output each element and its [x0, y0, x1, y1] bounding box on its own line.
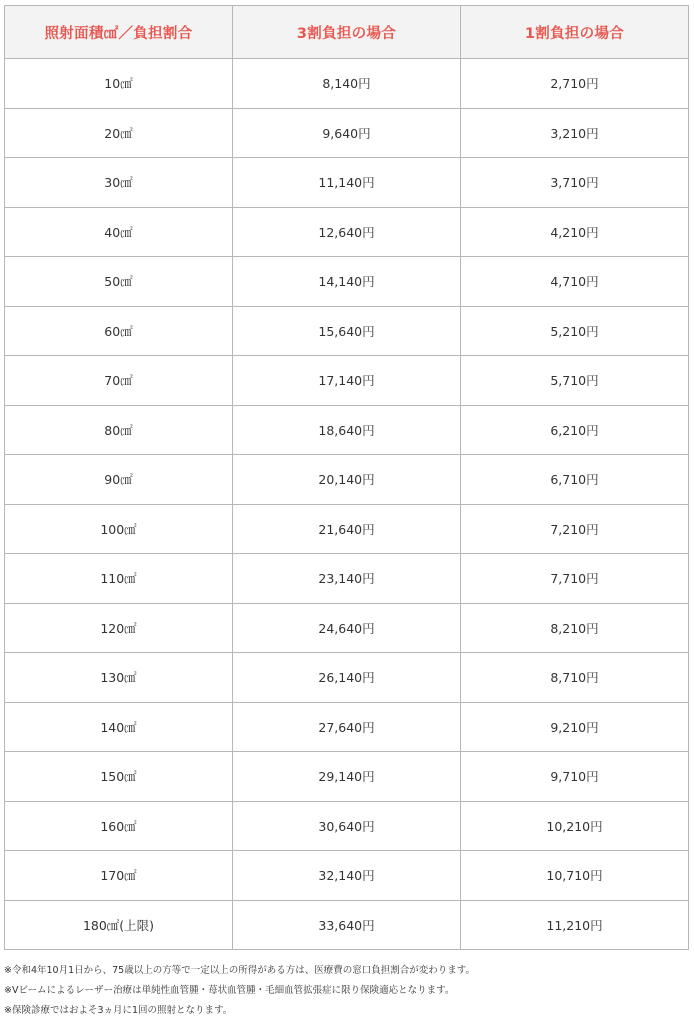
cell-area: 140㎠: [5, 702, 233, 752]
cell-area: 70㎠: [5, 356, 233, 406]
cell-10-percent: 10,210円: [461, 801, 689, 851]
cell-area: 150㎠: [5, 752, 233, 802]
cell-10-percent: 4,710円: [461, 257, 689, 307]
cell-10-percent: 5,710円: [461, 356, 689, 406]
table-row: [5, 59, 689, 109]
table-row: [5, 702, 689, 752]
price-table: [4, 5, 689, 950]
cell-area: 80㎠: [5, 405, 233, 455]
footnote-age-75: ※令和4年10月1日から、75歳以上の方等で一定以上の所得がある方は、医療費の窓口負担割合が変わります。: [4, 965, 475, 976]
cell-10-percent: 2,710円: [461, 59, 689, 109]
footnote-insurance-scope: ※Vビームによるレーザー治療は単純性血管腫・苺状血管腫・毛細血管拡張症に限り保険適応となります。: [4, 985, 455, 996]
footnotes: [4, 961, 688, 1021]
cell-area: 20㎠: [5, 108, 233, 158]
cell-30-percent: 20,140円: [233, 455, 461, 505]
table-row: [5, 108, 689, 158]
cell-10-percent: 6,210円: [461, 405, 689, 455]
table-row: [5, 405, 689, 455]
table-row: [5, 257, 689, 307]
cell-area: 160㎠: [5, 801, 233, 851]
table-row: [5, 504, 689, 554]
cell-area: 90㎠: [5, 455, 233, 505]
cell-30-percent: 27,640円: [233, 702, 461, 752]
cell-area: 110㎠: [5, 554, 233, 604]
header-10-percent: 1割負担の場合: [461, 6, 689, 59]
table-row: [5, 900, 689, 950]
cell-30-percent: 29,140円: [233, 752, 461, 802]
cell-30-percent: 30,640円: [233, 801, 461, 851]
table-body: [5, 59, 689, 950]
table-row: [5, 455, 689, 505]
cell-10-percent: 11,210円: [461, 900, 689, 950]
cell-10-percent: 4,210円: [461, 207, 689, 257]
table-row: [5, 356, 689, 406]
table-row: [5, 554, 689, 604]
table-row: [5, 306, 689, 356]
cell-30-percent: 9,640円: [233, 108, 461, 158]
cell-30-percent: 11,140円: [233, 158, 461, 208]
cell-10-percent: 8,210円: [461, 603, 689, 653]
cell-10-percent: 7,710円: [461, 554, 689, 604]
cell-10-percent: 5,210円: [461, 306, 689, 356]
cell-10-percent: 7,210円: [461, 504, 689, 554]
cell-30-percent: 18,640円: [233, 405, 461, 455]
cell-area: 30㎠: [5, 158, 233, 208]
cell-area: 60㎠: [5, 306, 233, 356]
cell-30-percent: 23,140円: [233, 554, 461, 604]
table-row: [5, 653, 689, 703]
cell-30-percent: 26,140円: [233, 653, 461, 703]
header-30-percent: 3割負担の場合: [233, 6, 461, 59]
table-row: [5, 207, 689, 257]
footnote-frequency: ※保険診療ではおよそ3ヵ月に1回の照射となります。: [4, 1005, 233, 1016]
cell-30-percent: 15,640円: [233, 306, 461, 356]
table-row: [5, 851, 689, 901]
cell-10-percent: 3,710円: [461, 158, 689, 208]
cell-30-percent: 32,140円: [233, 851, 461, 901]
table-header: [5, 6, 689, 59]
cell-10-percent: 9,710円: [461, 752, 689, 802]
cell-10-percent: 3,210円: [461, 108, 689, 158]
cell-30-percent: 33,640円: [233, 900, 461, 950]
cell-30-percent: 24,640円: [233, 603, 461, 653]
table-row: [5, 752, 689, 802]
price-table-container: [4, 5, 688, 950]
table-header-row: [5, 6, 689, 59]
cell-10-percent: 9,210円: [461, 702, 689, 752]
cell-area: 180㎠(上限): [5, 900, 233, 950]
cell-area: 130㎠: [5, 653, 233, 703]
cell-30-percent: 14,140円: [233, 257, 461, 307]
table-row: [5, 801, 689, 851]
cell-area: 100㎠: [5, 504, 233, 554]
table-row: [5, 603, 689, 653]
cell-area: 40㎠: [5, 207, 233, 257]
header-area-ratio: 照射面積㎠／負担割合: [5, 6, 233, 59]
cell-30-percent: 17,140円: [233, 356, 461, 406]
table-row: [5, 158, 689, 208]
cell-30-percent: 12,640円: [233, 207, 461, 257]
cell-10-percent: 10,710円: [461, 851, 689, 901]
cell-30-percent: 8,140円: [233, 59, 461, 109]
cell-area: 170㎠: [5, 851, 233, 901]
cell-30-percent: 21,640円: [233, 504, 461, 554]
cell-10-percent: 8,710円: [461, 653, 689, 703]
cell-area: 50㎠: [5, 257, 233, 307]
cell-area: 120㎠: [5, 603, 233, 653]
cell-area: 10㎠: [5, 59, 233, 109]
cell-10-percent: 6,710円: [461, 455, 689, 505]
